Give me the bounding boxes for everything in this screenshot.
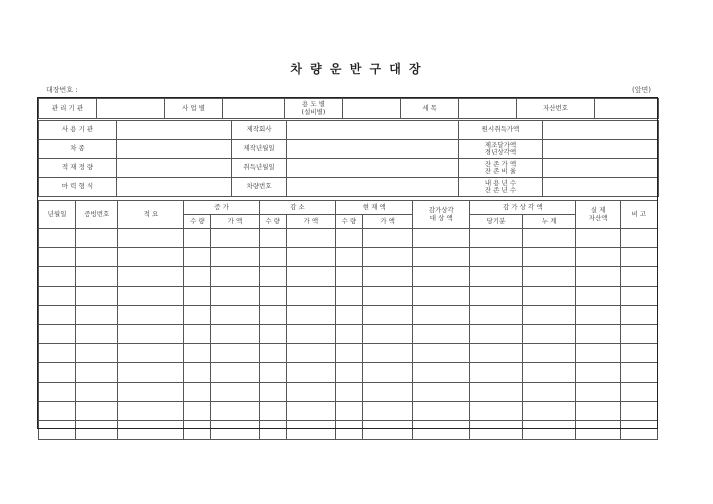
ledger-row xyxy=(39,267,658,286)
ledger-cell[interactable] xyxy=(76,420,118,439)
ledger-cell[interactable] xyxy=(118,363,184,382)
ledger-cell[interactable] xyxy=(76,267,118,286)
ledger-row xyxy=(39,382,658,401)
made-date-value[interactable] xyxy=(287,140,459,159)
ledger-cell[interactable] xyxy=(39,382,76,401)
ledger-cell[interactable] xyxy=(470,401,523,420)
ledger-cell[interactable] xyxy=(184,267,211,286)
ledger-cell[interactable] xyxy=(576,420,620,439)
ledger-cell[interactable] xyxy=(522,267,576,286)
ledger-cell[interactable] xyxy=(211,229,259,248)
site-value[interactable] xyxy=(223,99,285,119)
site-label: 사 업 별 xyxy=(165,99,223,119)
ledger-cell[interactable] xyxy=(470,267,523,286)
ledger-cell[interactable] xyxy=(362,420,413,439)
ledger-cell[interactable] xyxy=(259,401,286,420)
ledger-cell[interactable] xyxy=(76,363,118,382)
ledger-cell[interactable] xyxy=(39,363,76,382)
ledger-cell[interactable] xyxy=(576,324,620,343)
ledger-cell[interactable] xyxy=(211,382,259,401)
col-voucher-header: 증빙번호 xyxy=(76,201,118,229)
ledger-cell[interactable] xyxy=(336,382,363,401)
ledger-cell[interactable] xyxy=(336,248,363,267)
adjusted-cost-value[interactable] xyxy=(543,140,659,159)
ledger-row xyxy=(39,420,658,439)
ledger-cell[interactable] xyxy=(336,344,363,363)
ledger-cell[interactable] xyxy=(413,401,470,420)
ledger-cell[interactable] xyxy=(576,248,620,267)
ledger-cell[interactable] xyxy=(286,305,336,324)
ledger-row xyxy=(39,229,658,248)
ledger-cell[interactable] xyxy=(522,382,576,401)
col-actual-asset-header: 실 제 자산액 xyxy=(576,201,620,229)
ledger-cell[interactable] xyxy=(470,286,523,305)
col-current-header: 현 재 액 xyxy=(336,201,413,215)
detail-label: 세 목 xyxy=(401,99,459,119)
ledger-cell[interactable] xyxy=(576,267,620,286)
ledger-cell[interactable] xyxy=(211,286,259,305)
ledger-cell[interactable] xyxy=(522,363,576,382)
ledger-cell[interactable] xyxy=(286,401,336,420)
ledger-cell[interactable] xyxy=(522,324,576,343)
ledger-cell[interactable] xyxy=(76,382,118,401)
ledger-cell[interactable] xyxy=(522,401,576,420)
user-org-value[interactable] xyxy=(117,121,232,140)
useful-life-label: 내 용 년 수 잔 존 년 수 xyxy=(459,178,543,197)
ledger-cell[interactable] xyxy=(286,286,336,305)
ledger-cell[interactable] xyxy=(184,248,211,267)
current-qty-header: 수 량 xyxy=(336,215,363,229)
ledger-cell[interactable] xyxy=(76,229,118,248)
ledger-cell[interactable] xyxy=(286,363,336,382)
ledger-cell[interactable] xyxy=(76,344,118,363)
ledger-cell[interactable] xyxy=(184,324,211,343)
maker-value[interactable] xyxy=(287,121,459,140)
ledger-cell[interactable] xyxy=(470,382,523,401)
header-row-table xyxy=(38,98,659,119)
ledger-cell[interactable] xyxy=(286,248,336,267)
col-remarks-header: 비 고 xyxy=(620,201,657,229)
ledger-cell[interactable] xyxy=(620,401,657,420)
ledger-cell[interactable] xyxy=(76,401,118,420)
ledger-cell[interactable] xyxy=(184,286,211,305)
capacity-value[interactable] xyxy=(117,159,232,178)
ledger-cell[interactable] xyxy=(211,401,259,420)
ledger-cell[interactable] xyxy=(184,420,211,439)
ledger-cell[interactable] xyxy=(286,324,336,343)
ledger-row xyxy=(39,344,658,363)
user-org-label: 사 용 기 관 xyxy=(39,121,117,140)
ledger-cell[interactable] xyxy=(39,324,76,343)
ledger-number-label: 대장번호 : xyxy=(46,86,78,94)
ledger-cell[interactable] xyxy=(184,363,211,382)
ledger-cell[interactable] xyxy=(620,229,657,248)
ledger-cell[interactable] xyxy=(362,248,413,267)
ledger-cell[interactable] xyxy=(470,305,523,324)
ledger-cell[interactable] xyxy=(39,305,76,324)
ledger-cell[interactable] xyxy=(39,229,76,248)
car-type-value[interactable] xyxy=(117,140,232,159)
ledger-cell[interactable] xyxy=(620,286,657,305)
adjusted-cost-label: 제조달가액 경년상각액 xyxy=(459,140,543,159)
mgmt-org-value[interactable] xyxy=(97,99,165,119)
ledger-cell[interactable] xyxy=(336,286,363,305)
ledger-cell[interactable] xyxy=(336,420,363,439)
front-side-label: (앞면) xyxy=(632,86,651,94)
ledger-cell[interactable] xyxy=(286,382,336,401)
horsepower-label: 마 력 형 식 xyxy=(39,178,117,197)
ledger-cell[interactable] xyxy=(259,344,286,363)
ledger-cell[interactable] xyxy=(362,363,413,382)
ledger-cell[interactable] xyxy=(259,286,286,305)
increase-qty-header: 수 량 xyxy=(184,215,211,229)
ledger-cell[interactable] xyxy=(76,248,118,267)
ledger-cell[interactable] xyxy=(576,401,620,420)
ledger-cell[interactable] xyxy=(522,344,576,363)
plate-number-label: 차량번호 xyxy=(232,178,287,197)
ledger-cell[interactable] xyxy=(118,305,184,324)
col-description-header: 적 요 xyxy=(118,201,184,229)
vehicle-info-table xyxy=(38,120,659,197)
ledger-cell[interactable] xyxy=(620,382,657,401)
acquisition-date-label: 취득년월일 xyxy=(232,159,287,178)
ledger-cell[interactable] xyxy=(413,420,470,439)
ledger-cell[interactable] xyxy=(413,305,470,324)
ledger-cell[interactable] xyxy=(620,344,657,363)
col-depreciation-header: 감 가 상 각 액 xyxy=(470,201,576,215)
ledger-cell[interactable] xyxy=(184,229,211,248)
ledger-cell[interactable] xyxy=(211,305,259,324)
ledger-cell[interactable] xyxy=(184,344,211,363)
plate-number-value[interactable] xyxy=(287,178,459,197)
current-amount-header: 가 액 xyxy=(362,215,413,229)
col-date-header: 년월일 xyxy=(39,201,76,229)
ledger-cell[interactable] xyxy=(362,305,413,324)
ledger-cell[interactable] xyxy=(413,382,470,401)
ledger-cell[interactable] xyxy=(211,248,259,267)
ledger-cell[interactable] xyxy=(39,267,76,286)
ledger-cell[interactable] xyxy=(362,229,413,248)
ledger-row xyxy=(39,286,658,305)
ledger-cell[interactable] xyxy=(470,420,523,439)
horsepower-value[interactable] xyxy=(117,178,232,197)
ledger-cell[interactable] xyxy=(620,305,657,324)
usage-label: 용 도 별 (설비별) xyxy=(285,99,343,119)
ledger-cell[interactable] xyxy=(336,401,363,420)
ledger-cell[interactable] xyxy=(259,324,286,343)
ledger-cell[interactable] xyxy=(620,420,657,439)
ledger-cell[interactable] xyxy=(362,382,413,401)
ledger-cell[interactable] xyxy=(259,248,286,267)
ledger-cell[interactable] xyxy=(118,286,184,305)
ledger-cell[interactable] xyxy=(413,324,470,343)
ledger-cell[interactable] xyxy=(413,229,470,248)
ledger-cell[interactable] xyxy=(259,229,286,248)
ledger-cell[interactable] xyxy=(76,286,118,305)
ledger-cell[interactable] xyxy=(413,344,470,363)
ledger-cell[interactable] xyxy=(259,363,286,382)
document-title: 차 량 운 반 구 대 장 xyxy=(290,62,423,76)
ledger-cell[interactable] xyxy=(118,401,184,420)
ledger-cell[interactable] xyxy=(470,363,523,382)
ledger-cell[interactable] xyxy=(576,344,620,363)
ledger-cell[interactable] xyxy=(259,420,286,439)
ledger-cell[interactable] xyxy=(362,401,413,420)
ledger-cell[interactable] xyxy=(39,401,76,420)
asset-number-value[interactable] xyxy=(595,99,659,119)
col-decrease-header: 감 소 xyxy=(259,201,335,215)
col-increase-header: 증 가 xyxy=(184,201,259,215)
ledger-cell[interactable] xyxy=(470,248,523,267)
ledger-cell[interactable] xyxy=(211,363,259,382)
ledger-cell[interactable] xyxy=(118,382,184,401)
ledger-cell[interactable] xyxy=(184,382,211,401)
ledger-row xyxy=(39,305,658,324)
ledger-cell[interactable] xyxy=(118,229,184,248)
increase-amount-header: 가 액 xyxy=(211,215,259,229)
ledger-cell[interactable] xyxy=(118,344,184,363)
ledger-cell[interactable] xyxy=(576,305,620,324)
ledger-cell[interactable] xyxy=(470,229,523,248)
ledger-cell[interactable] xyxy=(184,305,211,324)
useful-life-value[interactable] xyxy=(543,178,659,197)
ledger-cell[interactable] xyxy=(362,267,413,286)
col-depreciation-target-header: 감가상각 대 상 액 xyxy=(413,201,470,229)
ledger-cell[interactable] xyxy=(118,248,184,267)
decrease-qty-header: 수 량 xyxy=(259,215,286,229)
ledger-cell[interactable] xyxy=(336,229,363,248)
ledger-cell[interactable] xyxy=(620,363,657,382)
ledger-cell[interactable] xyxy=(39,344,76,363)
ledger-row xyxy=(39,363,658,382)
ledger-cell[interactable] xyxy=(576,229,620,248)
ledger-cell[interactable] xyxy=(76,324,118,343)
ledger-cell[interactable] xyxy=(39,248,76,267)
ledger-cell[interactable] xyxy=(413,267,470,286)
ledger-row xyxy=(39,324,658,343)
ledger-cell[interactable] xyxy=(336,267,363,286)
ledger-cell[interactable] xyxy=(620,248,657,267)
ledger-cell[interactable] xyxy=(286,420,336,439)
ledger-cell[interactable] xyxy=(362,344,413,363)
ledger-cell[interactable] xyxy=(522,286,576,305)
original-cost-label: 원시취득가액 xyxy=(459,121,543,140)
ledger-cell[interactable] xyxy=(211,420,259,439)
capacity-label: 적 재 정 량 xyxy=(39,159,117,178)
usage-value[interactable] xyxy=(343,99,401,119)
ledger-cell[interactable] xyxy=(259,305,286,324)
car-type-label: 차 종 xyxy=(39,140,117,159)
ledger-cell[interactable] xyxy=(336,324,363,343)
made-date-label: 제작년월일 xyxy=(232,140,287,159)
ledger-cell[interactable] xyxy=(286,229,336,248)
ledger-cell[interactable] xyxy=(362,324,413,343)
asset-number-label: 자산번호 xyxy=(517,99,595,119)
depreciation-cumulative-header: 누 계 xyxy=(522,215,576,229)
original-cost-value[interactable] xyxy=(543,121,659,140)
ledger-cell[interactable] xyxy=(118,420,184,439)
ledger-cell[interactable] xyxy=(413,248,470,267)
ledger-grid xyxy=(38,200,658,440)
ledger-cell[interactable] xyxy=(336,363,363,382)
ledger-cell[interactable] xyxy=(576,363,620,382)
ledger-cell[interactable] xyxy=(336,305,363,324)
ledger-cell[interactable] xyxy=(211,267,259,286)
ledger-cell[interactable] xyxy=(184,401,211,420)
ledger-cell[interactable] xyxy=(522,248,576,267)
maker-label: 제작회사 xyxy=(232,121,287,140)
depreciation-this-period-header: 당기분 xyxy=(470,215,523,229)
detail-value[interactable] xyxy=(459,99,517,119)
ledger-cell[interactable] xyxy=(576,286,620,305)
ledger-row xyxy=(39,248,658,267)
ledger-cell[interactable] xyxy=(522,305,576,324)
ledger-cell[interactable] xyxy=(620,324,657,343)
ledger-cell[interactable] xyxy=(259,382,286,401)
acquisition-date-value[interactable] xyxy=(287,159,459,178)
ledger-cell[interactable] xyxy=(286,267,336,286)
residual-value-value[interactable] xyxy=(543,159,659,178)
ledger-cell[interactable] xyxy=(211,324,259,343)
ledger-cell[interactable] xyxy=(39,286,76,305)
mgmt-org-label: 관 리 기 관 xyxy=(39,99,97,119)
ledger-cell[interactable] xyxy=(522,420,576,439)
ledger-cell[interactable] xyxy=(362,286,413,305)
ledger-grid-body xyxy=(39,229,658,440)
decrease-amount-header: 가 액 xyxy=(286,215,336,229)
ledger-cell[interactable] xyxy=(470,344,523,363)
ledger-cell[interactable] xyxy=(620,267,657,286)
ledger-cell[interactable] xyxy=(413,363,470,382)
ledger-cell[interactable] xyxy=(413,286,470,305)
ledger-cell[interactable] xyxy=(118,267,184,286)
ledger-cell[interactable] xyxy=(76,305,118,324)
ledger-cell[interactable] xyxy=(259,267,286,286)
ledger-cell[interactable] xyxy=(470,324,523,343)
ledger-cell[interactable] xyxy=(286,344,336,363)
ledger-row xyxy=(39,401,658,420)
ledger-cell[interactable] xyxy=(118,324,184,343)
ledger-cell[interactable] xyxy=(576,382,620,401)
residual-value-label: 잔 존 가 액 잔 존 비 율 xyxy=(459,159,543,178)
ledger-cell[interactable] xyxy=(211,344,259,363)
ledger-cell[interactable] xyxy=(39,420,76,439)
ledger-cell[interactable] xyxy=(522,229,576,248)
